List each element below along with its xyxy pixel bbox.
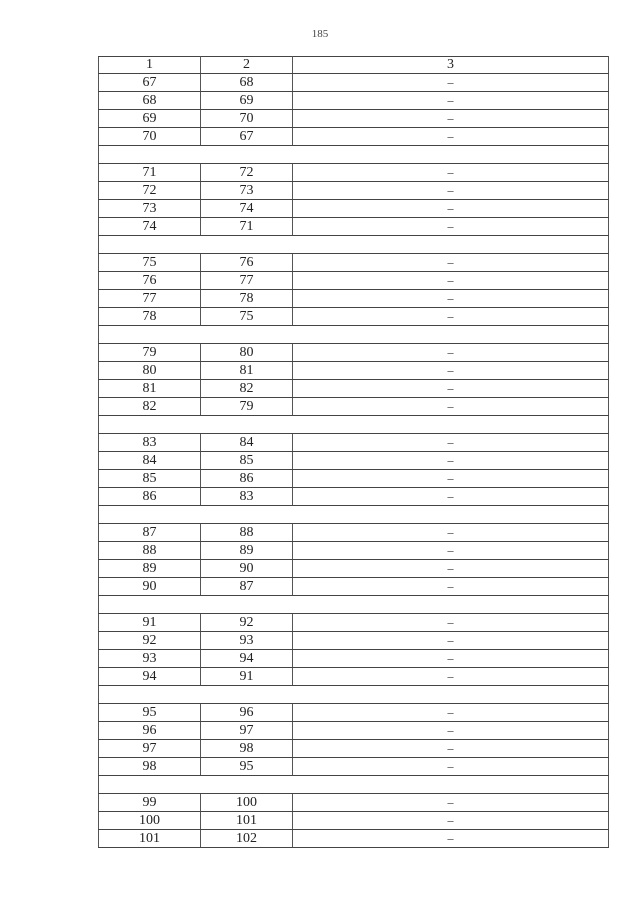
table-cell-col-3: – xyxy=(293,128,609,146)
table-cell-col-3: – xyxy=(293,614,609,632)
table-cell-col-1: 82 xyxy=(99,398,201,416)
table-cell-col-2: 96 xyxy=(201,704,293,722)
table-cell-col-3: – xyxy=(293,794,609,812)
table-row xyxy=(99,308,609,326)
table-cell-col-1: 76 xyxy=(99,272,201,290)
table-cell-col-3: – xyxy=(293,272,609,290)
table-cell-col-1: 90 xyxy=(99,578,201,596)
table-cell-col-3: – xyxy=(293,290,609,308)
table-row xyxy=(99,740,609,758)
table-cell-col-2: 95 xyxy=(201,758,293,776)
table-cell-col-3: – xyxy=(293,398,609,416)
table-cell-col-2: 88 xyxy=(201,524,293,542)
table-cell-col-1: 96 xyxy=(99,722,201,740)
table-cell-col-3: – xyxy=(293,578,609,596)
table-row xyxy=(99,578,609,596)
table-cell-col-3: – xyxy=(293,632,609,650)
table-cell-col-2: 91 xyxy=(201,668,293,686)
table-row xyxy=(99,200,609,218)
group-separator-cell xyxy=(99,416,609,434)
group-separator-cell xyxy=(99,236,609,254)
table-cell-col-1: 88 xyxy=(99,542,201,560)
group-separator-row xyxy=(99,236,609,254)
table-cell-col-1: 97 xyxy=(99,740,201,758)
group-separator-row xyxy=(99,776,609,794)
table-cell-col-3: – xyxy=(293,722,609,740)
table-row xyxy=(99,362,609,380)
group-separator-row xyxy=(99,416,609,434)
table-cell-col-3: – xyxy=(293,830,609,848)
table-cell-col-3: – xyxy=(293,470,609,488)
table-cell-col-2: 69 xyxy=(201,92,293,110)
table-cell-col-1: 69 xyxy=(99,110,201,128)
group-separator-cell xyxy=(99,686,609,704)
table-cell-col-1: 93 xyxy=(99,650,201,668)
table-cell-col-1: 74 xyxy=(99,218,201,236)
table-cell-col-1: 79 xyxy=(99,344,201,362)
table-cell-col-3: – xyxy=(293,704,609,722)
table-cell-col-3: – xyxy=(293,434,609,452)
table-cell-col-1: 94 xyxy=(99,668,201,686)
group-separator-row xyxy=(99,686,609,704)
table-cell-col-3: – xyxy=(293,650,609,668)
table-row xyxy=(99,524,609,542)
table-row xyxy=(99,812,609,830)
table-row xyxy=(99,254,609,272)
column-header-1: 1 xyxy=(99,57,201,74)
table-cell-col-1: 67 xyxy=(99,74,201,92)
table-row xyxy=(99,218,609,236)
group-separator-cell xyxy=(99,326,609,344)
column-header-3: 3 xyxy=(293,57,609,74)
table-cell-col-2: 100 xyxy=(201,794,293,812)
table-cell-col-1: 72 xyxy=(99,182,201,200)
table-row xyxy=(99,560,609,578)
table-cell-col-2: 87 xyxy=(201,578,293,596)
table-row xyxy=(99,92,609,110)
table-row xyxy=(99,614,609,632)
group-separator-cell xyxy=(99,506,609,524)
table-cell-col-3: – xyxy=(293,74,609,92)
table-cell-col-3: – xyxy=(293,92,609,110)
table-cell-col-1: 71 xyxy=(99,164,201,182)
table-cell-col-1: 83 xyxy=(99,434,201,452)
group-separator-cell xyxy=(99,776,609,794)
table-body xyxy=(99,74,609,848)
table-row xyxy=(99,758,609,776)
table-row xyxy=(99,470,609,488)
column-header-2: 2 xyxy=(201,57,293,74)
table-cell-col-3: – xyxy=(293,200,609,218)
table-cell-col-1: 68 xyxy=(99,92,201,110)
table-cell-col-2: 84 xyxy=(201,434,293,452)
table-cell-col-3: – xyxy=(293,344,609,362)
table-cell-col-1: 95 xyxy=(99,704,201,722)
table-row xyxy=(99,272,609,290)
table-cell-col-2: 102 xyxy=(201,830,293,848)
group-separator-row xyxy=(99,326,609,344)
table-row xyxy=(99,164,609,182)
header-row xyxy=(99,57,609,74)
table-cell-col-1: 73 xyxy=(99,200,201,218)
table-row xyxy=(99,74,609,92)
table-cell-col-1: 70 xyxy=(99,128,201,146)
table-cell-col-1: 75 xyxy=(99,254,201,272)
table-cell-col-2: 80 xyxy=(201,344,293,362)
table-cell-col-3: – xyxy=(293,110,609,128)
table-row xyxy=(99,380,609,398)
table-cell-col-2: 98 xyxy=(201,740,293,758)
table-cell-col-2: 81 xyxy=(201,362,293,380)
table-cell-col-2: 67 xyxy=(201,128,293,146)
table-row xyxy=(99,668,609,686)
table-cell-col-2: 94 xyxy=(201,650,293,668)
table-row xyxy=(99,452,609,470)
table-cell-col-2: 72 xyxy=(201,164,293,182)
table-cell-col-2: 82 xyxy=(201,380,293,398)
table-cell-col-2: 101 xyxy=(201,812,293,830)
table-row xyxy=(99,830,609,848)
table-cell-col-2: 79 xyxy=(201,398,293,416)
table-cell-col-3: – xyxy=(293,362,609,380)
table-cell-col-3: – xyxy=(293,812,609,830)
table-cell-col-2: 85 xyxy=(201,452,293,470)
table-cell-col-1: 87 xyxy=(99,524,201,542)
table-cell-col-3: – xyxy=(293,524,609,542)
table-row xyxy=(99,434,609,452)
table-cell-col-1: 81 xyxy=(99,380,201,398)
table-row xyxy=(99,632,609,650)
table-cell-col-2: 77 xyxy=(201,272,293,290)
table-cell-col-1: 78 xyxy=(99,308,201,326)
table-row xyxy=(99,722,609,740)
table-cell-col-1: 89 xyxy=(99,560,201,578)
table-cell-col-2: 68 xyxy=(201,74,293,92)
group-separator-cell xyxy=(99,146,609,164)
table-cell-col-3: – xyxy=(293,488,609,506)
table-cell-col-2: 83 xyxy=(201,488,293,506)
table-cell-col-1: 91 xyxy=(99,614,201,632)
table-cell-col-1: 101 xyxy=(99,830,201,848)
table-cell-col-2: 86 xyxy=(201,470,293,488)
table-row xyxy=(99,344,609,362)
table-cell-col-1: 77 xyxy=(99,290,201,308)
table-cell-col-3: – xyxy=(293,758,609,776)
table-row xyxy=(99,650,609,668)
table-cell-col-2: 92 xyxy=(201,614,293,632)
group-separator-row xyxy=(99,506,609,524)
table-cell-col-1: 86 xyxy=(99,488,201,506)
table-cell-col-1: 98 xyxy=(99,758,201,776)
table-cell-col-3: – xyxy=(293,542,609,560)
table-cell-col-2: 74 xyxy=(201,200,293,218)
table-cell-col-3: – xyxy=(293,452,609,470)
table-cell-col-1: 84 xyxy=(99,452,201,470)
table-row xyxy=(99,542,609,560)
table-cell-col-2: 90 xyxy=(201,560,293,578)
table-cell-col-3: – xyxy=(293,560,609,578)
table-cell-col-2: 70 xyxy=(201,110,293,128)
data-table xyxy=(98,56,609,848)
table-cell-col-2: 89 xyxy=(201,542,293,560)
table-cell-col-2: 75 xyxy=(201,308,293,326)
table-cell-col-3: – xyxy=(293,740,609,758)
table-row xyxy=(99,704,609,722)
table-cell-col-1: 85 xyxy=(99,470,201,488)
group-separator-cell xyxy=(99,596,609,614)
table-cell-col-3: – xyxy=(293,164,609,182)
table-row xyxy=(99,794,609,812)
table-cell-col-2: 78 xyxy=(201,290,293,308)
table-cell-col-3: – xyxy=(293,668,609,686)
table-cell-col-2: 76 xyxy=(201,254,293,272)
table-row xyxy=(99,128,609,146)
table-row xyxy=(99,110,609,128)
group-separator-row xyxy=(99,146,609,164)
table-cell-col-1: 99 xyxy=(99,794,201,812)
table-cell-col-3: – xyxy=(293,380,609,398)
table-row xyxy=(99,488,609,506)
table-cell-col-1: 100 xyxy=(99,812,201,830)
page-number: 185 xyxy=(311,28,329,40)
group-separator-row xyxy=(99,596,609,614)
table-cell-col-1: 92 xyxy=(99,632,201,650)
table-row xyxy=(99,290,609,308)
table-cell-col-3: – xyxy=(293,182,609,200)
table-cell-col-3: – xyxy=(293,254,609,272)
table-cell-col-2: 71 xyxy=(201,218,293,236)
table-cell-col-2: 97 xyxy=(201,722,293,740)
table-cell-col-2: 73 xyxy=(201,182,293,200)
table-cell-col-2: 93 xyxy=(201,632,293,650)
table-cell-col-3: – xyxy=(293,308,609,326)
table-cell-col-3: – xyxy=(293,218,609,236)
table-row xyxy=(99,182,609,200)
table-row xyxy=(99,398,609,416)
table-cell-col-1: 80 xyxy=(99,362,201,380)
